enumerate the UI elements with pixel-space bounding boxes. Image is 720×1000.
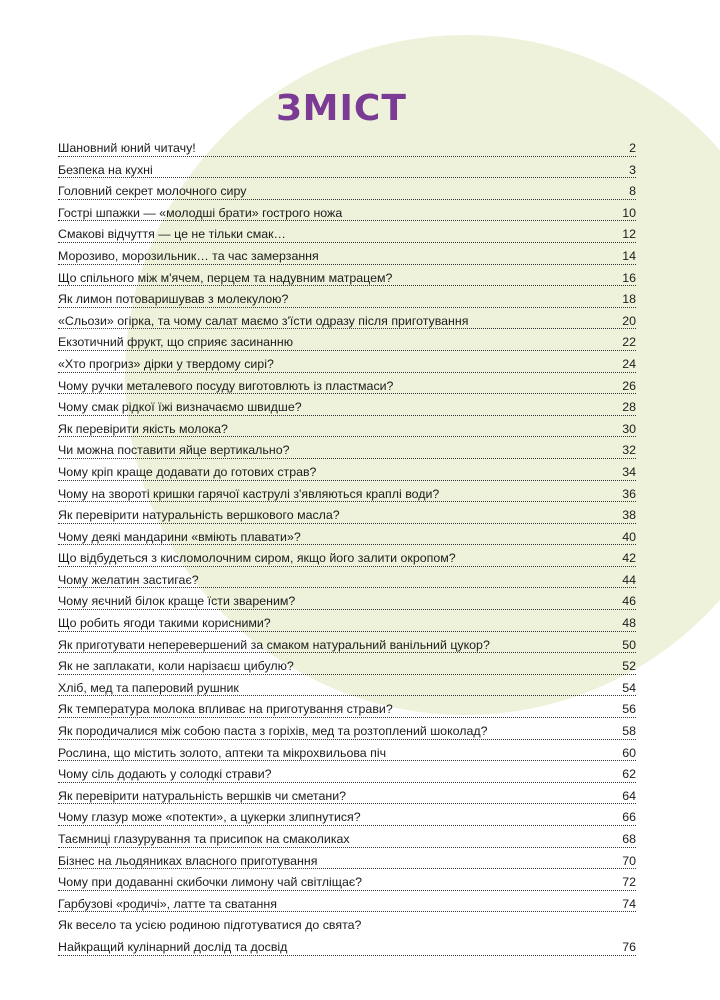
toc-entry	[58, 678, 636, 700]
toc-entry-title: «Хто прогриз» дірки у твердому сирі?	[58, 356, 274, 371]
toc-entry-title: Як перевірити натуральність вершків чи сметани?	[58, 788, 347, 803]
toc-entry	[58, 894, 636, 916]
toc-entry-page: 68	[622, 832, 636, 846]
toc-entry-title: Хліб, мед та паперовий рушник	[58, 680, 239, 695]
toc-entry	[58, 289, 636, 311]
toc-entry	[58, 397, 636, 419]
toc-entry-title: Чому при додаванні скибочки лимону чай світліщає?	[58, 875, 363, 890]
toc-entry-title: Рослина, що містить золото, аптеки та мікрохвильова піч	[58, 745, 387, 760]
toc-entry	[58, 246, 636, 268]
toc-entry-page: 30	[622, 421, 636, 436]
toc-entry-page: 36	[622, 486, 636, 501]
toc-entry-page: 52	[622, 659, 636, 674]
toc-entry-page: 34	[622, 464, 636, 479]
toc-entry-page: 14	[622, 248, 636, 263]
toc-entry-page: 56	[622, 702, 636, 717]
toc-entry-title: Таємниці глазурування та присипок на смаколиках	[58, 832, 350, 846]
toc-entry-page: 10	[622, 205, 636, 220]
toc-entry-page: 60	[622, 745, 636, 760]
toc-entry-title: Чому желатин застигає?	[58, 572, 199, 587]
toc-entry-title: Гарбузові «родичі», латте та сватання	[58, 896, 277, 911]
toc-entry-title: Шановний юний читачу!	[58, 141, 196, 155]
toc-entry-title: Що відбудеться з кисломолочним сиром, якщо його залити окропом?	[58, 551, 456, 566]
toc-entry-page: 48	[622, 616, 636, 631]
toc-entry-title: Морозиво, морозильник… та час замерзання	[58, 248, 319, 263]
toc-entry-page: 40	[622, 529, 636, 544]
toc-entry-page: 58	[622, 724, 636, 739]
toc-entry-page: 66	[622, 810, 636, 825]
toc-entry-page: 12	[622, 227, 636, 242]
toc-entry	[58, 548, 636, 570]
toc-entry	[58, 743, 636, 765]
toc-entry-page: 74	[622, 896, 636, 911]
toc-entry	[58, 851, 636, 873]
toc-entry-page: 32	[622, 443, 636, 458]
toc-entry-page: 38	[622, 508, 636, 523]
toc-entry-title: Чи можна поставити яйце вертикально?	[58, 443, 290, 458]
toc-entry	[58, 203, 636, 225]
toc-entry	[58, 591, 636, 613]
toc-entry	[58, 440, 636, 462]
toc-entry-page: 72	[622, 875, 636, 890]
toc-entry-page: 50	[622, 637, 636, 652]
toc-entry-title: Головний секрет молочного сиру	[58, 184, 247, 199]
toc-entry-title: Чому ручки металевого посуду виготовлють із пластмаси?	[58, 378, 394, 393]
toc-entry-title: Як перевірити якість молока?	[58, 421, 228, 436]
toc-entry-title: Як лимон потоваришував з молекулою?	[58, 292, 289, 307]
toc-entry-page: 8	[629, 184, 636, 199]
toc-entry-page: 70	[622, 853, 636, 868]
toc-entry	[58, 807, 636, 829]
toc-entry-page: 62	[622, 767, 636, 782]
page-title: ЗМІСТ	[276, 88, 407, 129]
toc-entry	[58, 915, 636, 937]
toc-entry	[58, 268, 636, 290]
toc-entry-page: 42	[622, 551, 636, 566]
toc-entry	[58, 699, 636, 721]
toc-entry-page: 18	[622, 292, 636, 307]
toc-entry-page: 24	[622, 356, 636, 371]
toc-entry	[58, 764, 636, 786]
toc-entry-title: Чому деякі мандарини «вміють плавати»?	[58, 529, 301, 544]
toc-entry	[58, 505, 636, 527]
toc-entry-title: Чому кріп краще додавати до готових страв?	[58, 464, 317, 479]
toc-entry-page: 44	[622, 572, 636, 587]
toc-entry-page: 64	[622, 788, 636, 803]
toc-entry-title: Смакові відчуття — це не тільки смак…	[58, 227, 286, 242]
toc-entry-title: Гострі шпажки — «молодші брати» гострого ножа	[58, 205, 343, 220]
toc-entry	[58, 937, 636, 959]
toc-entry	[58, 181, 636, 203]
toc-entry-title: Чому смак рідкої їжі визначаємо швидше?	[58, 400, 302, 415]
toc-entry	[58, 224, 636, 246]
toc-entry	[58, 570, 636, 592]
toc-entry-title: Бізнес на льодяниках власного приготування	[58, 853, 318, 868]
toc-entry-page: 46	[622, 594, 636, 609]
toc-entry	[58, 376, 636, 398]
toc-entry	[58, 786, 636, 808]
toc-entry	[58, 527, 636, 549]
toc-entry	[58, 635, 636, 657]
toc-entry-page: 28	[622, 400, 636, 415]
toc-entry	[58, 462, 636, 484]
toc-entry	[58, 160, 636, 182]
toc-entry	[58, 656, 636, 678]
toc-entry-title: Найкращий кулінарний дослід та досвід	[58, 939, 288, 954]
table-of-contents	[58, 138, 636, 959]
toc-entry-title: Екзотичний фрукт, що сприяє засинанню	[58, 335, 294, 350]
toc-entry-page: 2	[629, 141, 636, 155]
toc-entry-title: Як температура молока впливає на приготування страви?	[58, 702, 393, 717]
toc-entry-title: Як породичалися між собою паста з горіхів, мед та розтоплений шоколад?	[58, 724, 488, 739]
toc-entry	[58, 872, 636, 894]
toc-entry-title: Як перевірити натуральність вершкового масла?	[58, 508, 340, 523]
toc-entry	[58, 311, 636, 333]
toc-entry-title: Як приготувати неперевершений за смаком натуральний ванільний цукор?	[58, 637, 490, 652]
toc-entry	[58, 332, 636, 354]
toc-entry-page: 54	[622, 680, 636, 695]
toc-entry-page: 16	[622, 270, 636, 285]
toc-entry-page: 3	[629, 162, 636, 177]
toc-entry	[58, 721, 636, 743]
toc-entry-title: Чому глазур може «потекти», а цукерки злипнутися?	[58, 810, 361, 825]
toc-entry	[58, 613, 636, 635]
toc-entry-page: 26	[622, 378, 636, 393]
toc-entry-title: Безпека на кухні	[58, 162, 153, 177]
toc-entry	[58, 419, 636, 441]
toc-entry	[58, 484, 636, 506]
toc-entry-page: 22	[622, 335, 636, 350]
toc-entry	[58, 354, 636, 376]
toc-entry-title: «Сльози» огірка, та чому салат маємо з'їсти одразу після приготування	[58, 313, 469, 328]
toc-entry-page: 20	[622, 313, 636, 328]
toc-entry-title: Чому на звороті кришки гарячої каструлі з'являються краплі води?	[58, 486, 440, 501]
toc-entry	[58, 138, 636, 160]
toc-entry-title: Що спільного між м'ячем, перцем та надувним матрацем?	[58, 270, 393, 285]
toc-entry	[58, 829, 636, 851]
toc-entry-page: 76	[622, 939, 636, 954]
toc-entry-title: Чому яєчний білок краще їсти звареним?	[58, 594, 296, 609]
toc-entry-title: Що робить ягоди такими корисними?	[58, 616, 271, 631]
toc-entry-title: Чому сіль додають у солодкі страви?	[58, 767, 272, 782]
toc-entry-title: Як не заплакати, коли нарізаєш цибулю?	[58, 659, 294, 674]
toc-entry-title: Як весело та усією родиною підготуватися до свята?	[58, 918, 362, 933]
